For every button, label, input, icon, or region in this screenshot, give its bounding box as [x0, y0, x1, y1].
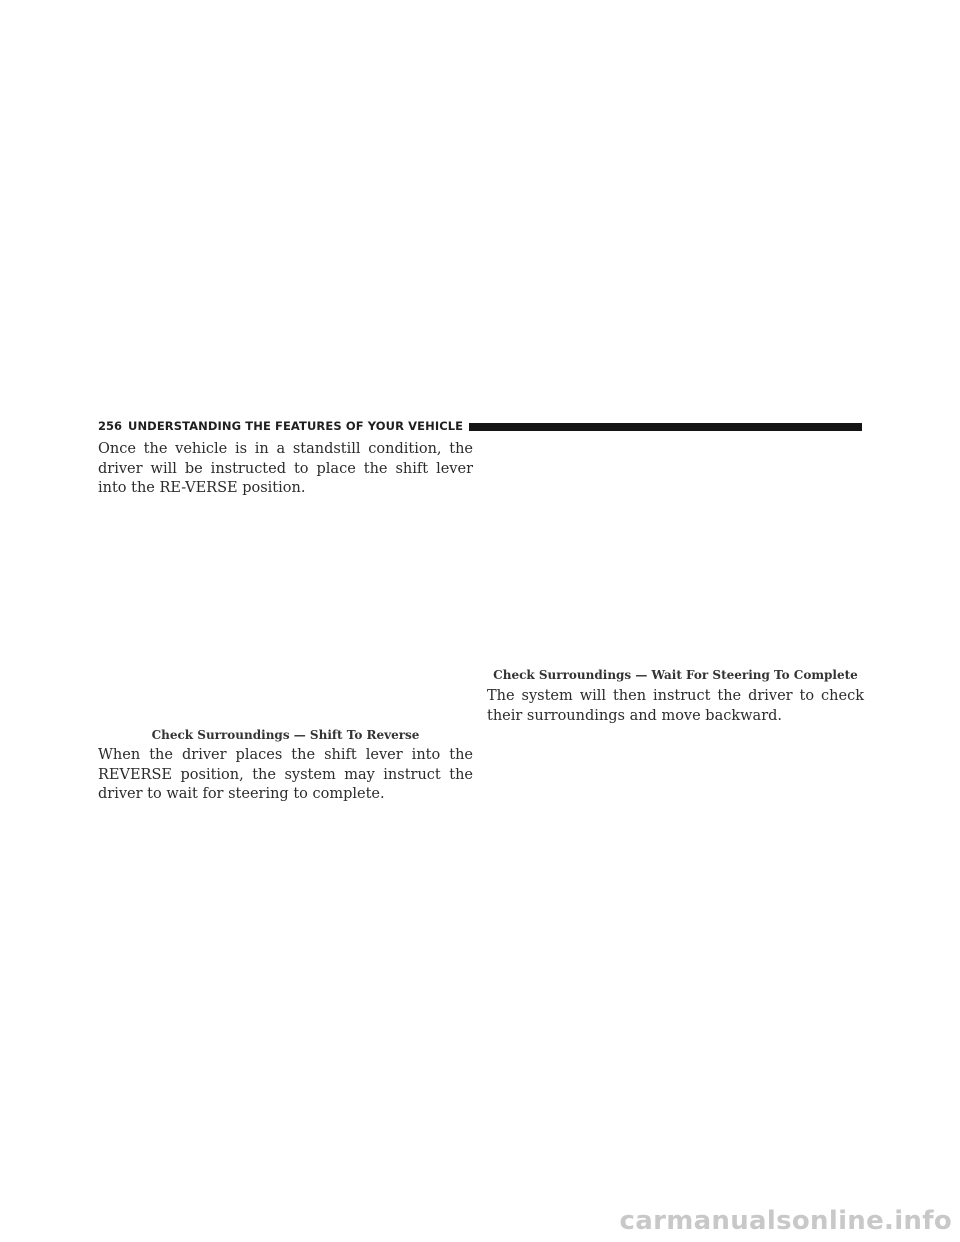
figure-wait-for-steering [487, 440, 864, 665]
chapter-title: UNDERSTANDING THE FEATURES OF YOUR VEHICLE [128, 419, 464, 433]
check-surroundings-paragraph: The system will then instruct the driver to check their surroundings and move backward. [487, 688, 864, 724]
figure-caption-shift-to-reverse: Check Surroundings — Shift To Reverse [151, 728, 420, 742]
page-header [98, 415, 862, 437]
watermark: carmanualsonline.info [619, 1206, 952, 1236]
header-rule [469, 423, 862, 431]
reverse-paragraph: When the driver places the shift lever into the REVERSE position, the system may instruct the driver to wait for steering to complete. [98, 747, 473, 802]
figure-shift-to-reverse [98, 505, 473, 725]
figure-caption-wait-for-steering: Check Surroundings — Wait For Steering To Complete [493, 668, 858, 682]
page-number: 256 [98, 419, 123, 433]
intro-paragraph: Once the vehicle is in a standstill condition, the driver will be instructed to place the shift lever into the RE-VERSE position. [98, 441, 473, 496]
